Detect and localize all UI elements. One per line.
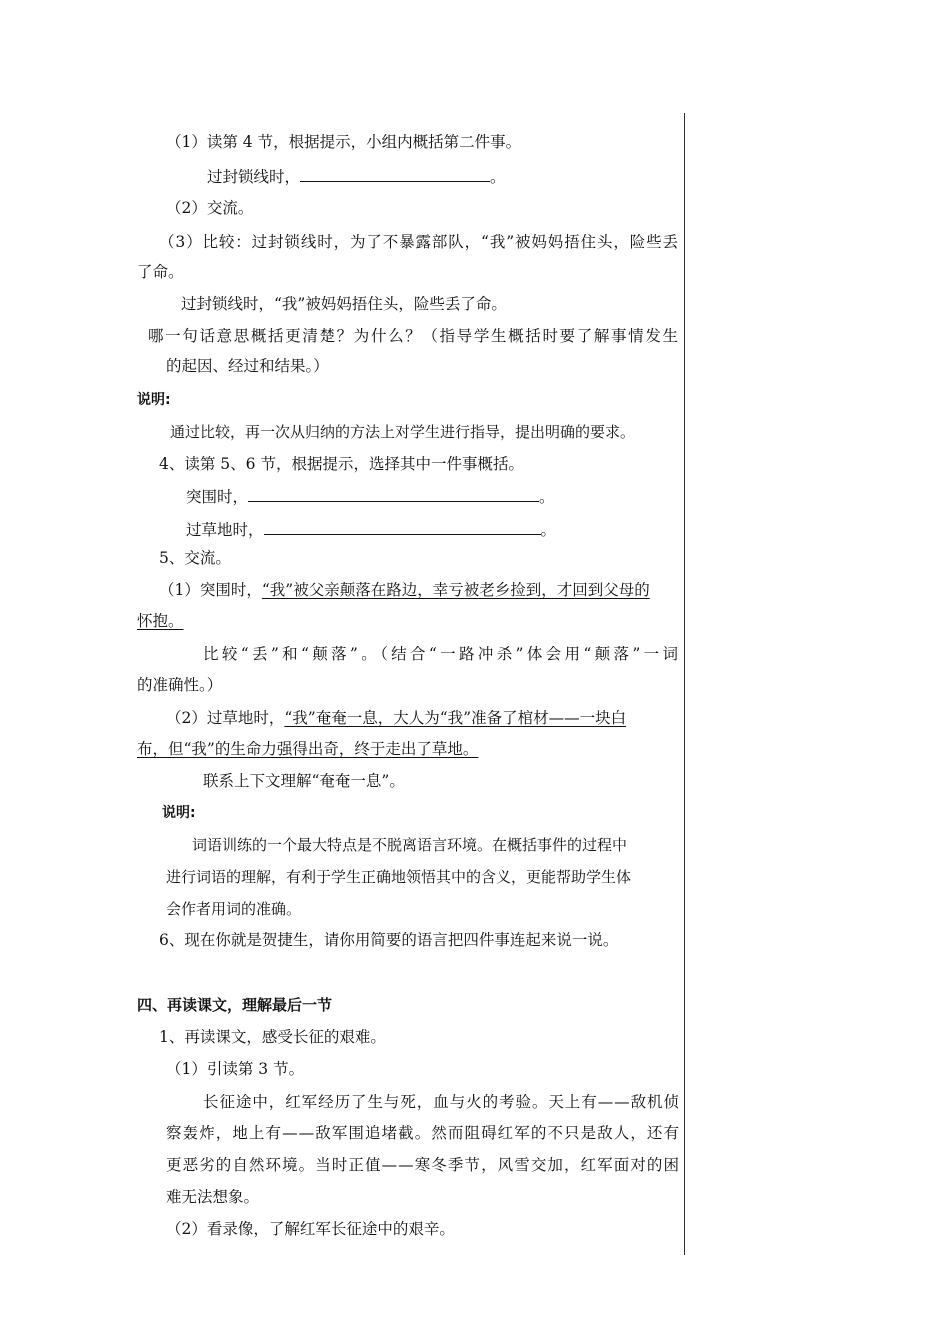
table-right-border <box>684 113 685 1255</box>
note-text-line-3: 会作者用词的准确。 <box>166 900 302 918</box>
compare-sentence-2: 过封锁线时，“我”被妈妈捂住头，险些丢了命。 <box>181 295 507 313</box>
note-text-line-2: 进行词语的理解，有利于学生正确地领悟其中的含义，更能帮助学生体 <box>166 868 632 886</box>
blank-prompt: 突围时， <box>186 488 249 506</box>
compare-words-cont: 的准确性。） <box>137 676 223 694</box>
answer-grassland-cont: 布，但“我”的生命力强得出奇，终于走出了草地。 <box>137 740 479 758</box>
note-text: 通过比较，再一次从归纳的方法上对学生进行指导，提出明确的要求。 <box>170 423 636 441</box>
fill-blank-grassland <box>186 518 556 540</box>
passage-line-1: 长征途中，红军经历了生与死，血与火的考验。天上有——敌机侦 <box>203 1093 680 1111</box>
answer-blank[interactable] <box>248 485 539 502</box>
section-heading: 四、再读课文，理解最后一节 <box>137 996 333 1014</box>
answer-prefix: （1）突围时， <box>159 581 262 599</box>
compare-words: 比较“丢”和“颠落”。（结合“一路冲杀”体会用“颠落”一词 <box>203 645 682 663</box>
blank-prompt: 过草地时， <box>186 521 264 539</box>
passage-line-4: 难无法想象。 <box>166 1188 260 1206</box>
period: 。 <box>540 521 557 539</box>
passage-line-2: 察轰炸，地上有——敌军围追堵截。然而阻碍红军的不只是敌人，还有 <box>166 1124 681 1142</box>
step-1-guided-reading: （1）引读第 3 节。 <box>166 1060 305 1078</box>
answer-grassland <box>166 708 679 728</box>
answer-blank[interactable] <box>264 518 541 535</box>
note-label: 说明: <box>137 392 171 408</box>
answer-prefix: （2）过草地时， <box>166 709 285 727</box>
step-1-reread: 1、再读课文，感受长征的艰难。 <box>159 1028 386 1046</box>
answer-underlined: “我”奄奄一息，大人为“我”准备了棺材——一块白 <box>284 709 627 727</box>
step-4-read: 4、读第 5、6 节，根据提示，选择其中一件事概括。 <box>159 455 524 473</box>
understand-phrase: 联系上下文理解“奄奄一息”。 <box>203 772 405 790</box>
step-5-exchange: 5、交流。 <box>159 549 231 567</box>
answer-underlined: “我”被父亲颠落在路边，幸亏被老乡捡到，才回到父母的 <box>261 581 650 599</box>
fill-blank-blockade <box>207 165 506 187</box>
answer-blank[interactable] <box>300 165 490 182</box>
step-1-read-section-4: （1）读第 4 节，根据提示，小组内概括第二件事。 <box>166 133 522 151</box>
question-line: 哪一句话意思概括更清楚？为什么？（指导学生概括时要了解事情发生 <box>148 327 680 345</box>
note-label: 说明: <box>162 805 196 821</box>
step-6-retell: 6、现在你就是贺捷生，请你用简要的语言把四件事连起来说一说。 <box>159 931 619 949</box>
question-line-cont: 的起因、经过和结果。） <box>166 357 329 375</box>
note-text-line-1: 词语训练的一个最大特点是不脱离语言环境。在概括事件的过程中 <box>192 836 628 854</box>
step-3-compare: （3）比较：过封锁线时，为了不暴露部队，“我”被妈妈捂住头，险些丢 <box>159 233 679 251</box>
blank-prompt: 过封锁线时， <box>207 168 301 186</box>
fill-blank-breakout <box>186 485 555 507</box>
period: 。 <box>490 168 506 186</box>
step-2-watch-video: （2）看录像，了解红军长征途中的艰辛。 <box>166 1220 455 1238</box>
passage-line-3: 更恶劣的自然环境。当时正值——寒冬季节，风雪交加，红军面对的困 <box>166 1156 681 1174</box>
step-3-compare-cont: 了命。 <box>137 263 184 281</box>
answer-breakout <box>159 580 679 600</box>
step-2-exchange: （2）交流。 <box>166 199 254 217</box>
answer-breakout-cont: 怀抱。 <box>137 612 184 630</box>
period: 。 <box>539 488 555 506</box>
